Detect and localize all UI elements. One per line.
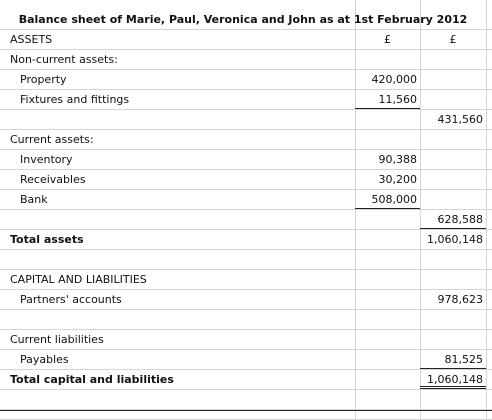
table-row (0, 150, 492, 170)
receivables-value: 30,200 (378, 173, 417, 186)
table-row (0, 350, 492, 370)
payables-value: 81,525 (420, 350, 486, 369)
blank-row (0, 390, 492, 410)
current-total-row (0, 210, 492, 230)
title-row (0, 10, 492, 30)
currency-col2: £ (449, 33, 457, 46)
table-row (0, 90, 492, 110)
assets-header-row (0, 30, 492, 50)
assets-label: ASSETS (10, 33, 53, 46)
sheet-title: Balance sheet of Marie, Paul, Veronica and John as at 1st February 2012 (18, 13, 468, 26)
current-total: 628,588 (420, 210, 486, 229)
total-capital-label: Total capital and liabilities (10, 373, 174, 386)
fixtures-label: Fixtures and fittings (20, 93, 130, 106)
property-value: 420,000 (371, 73, 417, 86)
non-current-total: 431,560 (437, 113, 483, 126)
capital-label: CAPITAL AND LIABILITIES (10, 273, 147, 286)
bank-value: 508,000 (355, 190, 420, 209)
table-row (0, 170, 492, 190)
payables-label: Payables (20, 353, 69, 366)
total-assets-label: Total assets (10, 233, 84, 246)
currency-col1: £ (384, 33, 391, 46)
current-heading-row (0, 130, 492, 150)
table-row (0, 70, 492, 90)
inventory-value: 90,388 (378, 153, 417, 166)
capital-header-row (0, 270, 492, 290)
fixtures-value: 11,560 (355, 90, 420, 109)
non-current-heading: Non-current assets: (10, 53, 118, 66)
current-liabilities-heading-row (0, 330, 492, 350)
property-label: Property (20, 73, 67, 86)
bottom-rule (0, 410, 492, 420)
table-row (0, 190, 492, 210)
blank-row (0, 310, 492, 330)
receivables-label: Receivables (20, 173, 86, 186)
partners-label: Partners' accounts (20, 293, 122, 306)
total-capital-row (0, 370, 492, 390)
current-heading: Current assets: (10, 133, 94, 146)
non-current-heading-row (0, 50, 492, 70)
blank-row (0, 250, 492, 270)
total-capital-value: 1,060,148 (420, 370, 486, 389)
total-assets-value: 1,060,148 (427, 233, 483, 246)
non-current-total-row (0, 110, 492, 130)
inventory-label: Inventory (20, 153, 73, 166)
current-liabilities-heading: Current liabilities (10, 333, 104, 346)
partners-value: 978,623 (437, 293, 483, 306)
total-assets-row (0, 230, 492, 250)
bank-label: Bank (20, 193, 48, 206)
table-row (0, 290, 492, 310)
